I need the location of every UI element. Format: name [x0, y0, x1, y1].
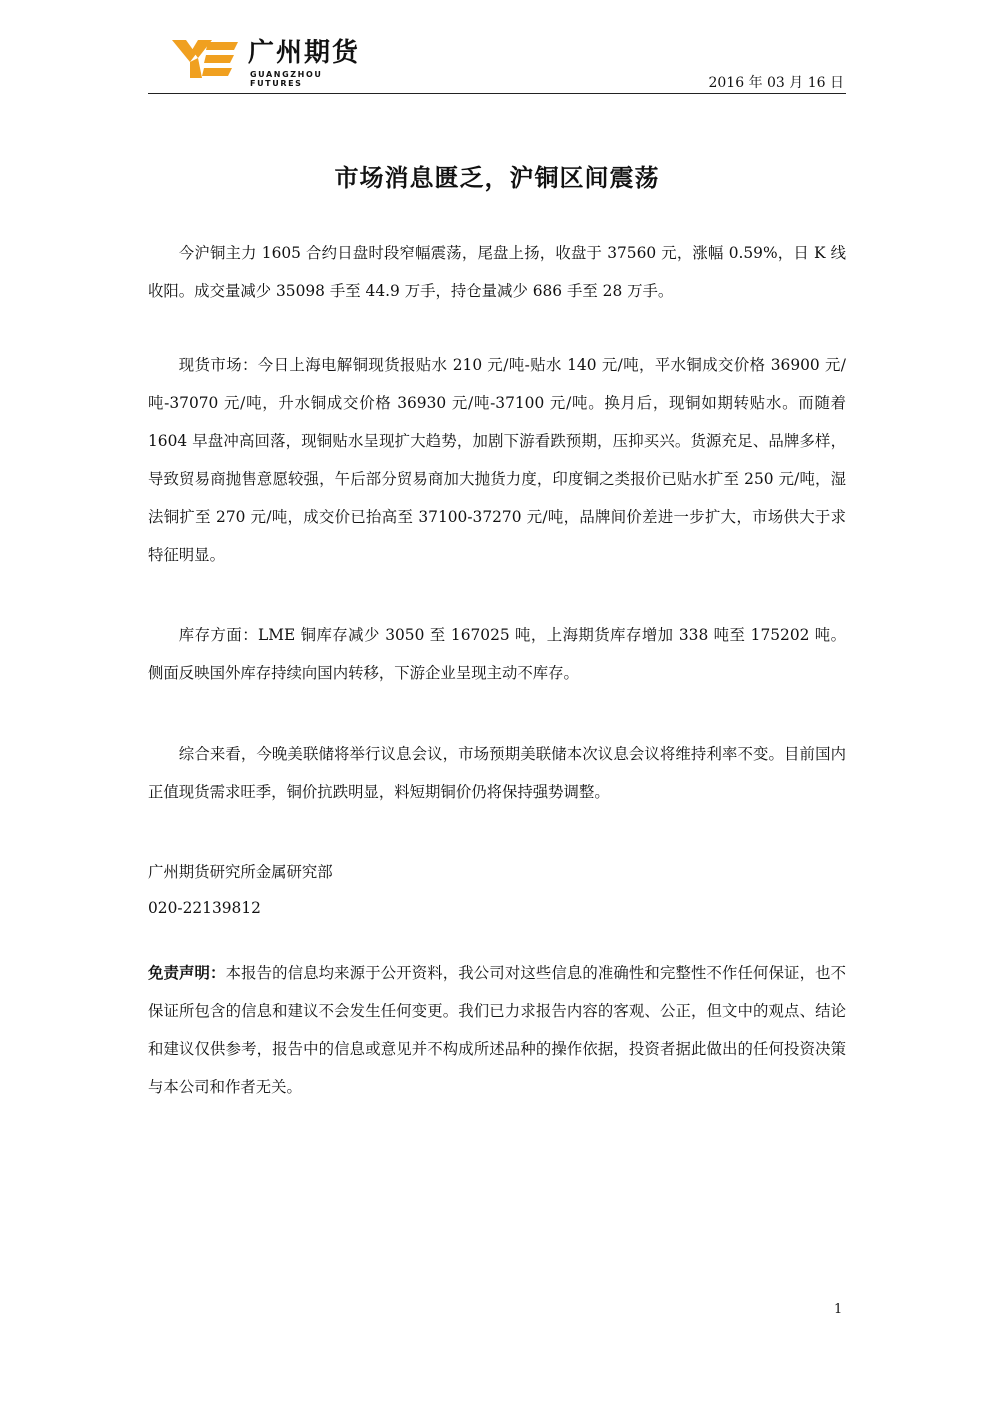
paragraph-inventory: 库存方面：LME 铜库存减少 3050 至 167025 吨，上海期货库存增加 338 吨至 175202 吨。侧面反映国外库存持续向国内转移，下游企业呈现主动不库存。 — [148, 626, 846, 682]
research-department: 广州期货研究所金属研究部 — [148, 863, 333, 881]
company-logo — [172, 36, 372, 86]
paragraph-spot-market: 现货市场：今日上海电解铜现货报贴水 210 元/吨-贴水 140 元/吨，平水铜成交价格 36900 元/吨-37070 元/吨，升水铜成交价格 36930 元/吨-37100 元/吨。换月后，现铜如期转贴水。而随着 1604 早盘冲高回落，现铜贴水呈现扩大趋势，加剧下游看跌预期，压抑买兴。货源充足、品牌多样，导致贸易商抛售意愿较强，午后部分贸易商加大抛货力度，印度铜之类报价已贴水扩至 250 元/吨，湿法铜扩至 270 元/吨，成交价已抬高至 37100-37270 元/吨，品牌间价差进一步扩大，市场供大于求特征明显。 — [148, 356, 846, 564]
disclaimer — [148, 954, 846, 1106]
disclaimer-label: 免责声明： — [148, 964, 226, 982]
disclaimer-text: 本报告的信息均来源于公开资料，我公司对这些信息的准确性和完整性不作任何保证，也不保证所包含的信息和建议不会发生任何变更。我们已力求报告内容的客观、公正，但文中的观点、结论和建议仅供参考，报告中的信息或意见并不构成所述品种的操作依据，投资者据此做出的任何投资决策与本公司和作者无关。 — [148, 964, 846, 1096]
logo-chinese-name: 广州期货 — [248, 38, 361, 68]
page-number: 1 — [834, 1302, 843, 1317]
report-title: 市场消息匮乏，沪铜区间震荡 — [334, 164, 660, 192]
paragraph-market-summary: 今沪铜主力 1605 合约日盘时段窄幅震荡，尾盘上扬，收盘于 37560 元，涨幅 0.59%，日 K 线收阳。成交量减少 35098 手至 44.9 万手，持仓量减少 686 手至 28 万手。 — [148, 244, 846, 300]
paragraph-outlook: 综合来看，今晚美联储将举行议息会议，市场预期美联储本次议息会议将维持利率不变。目前国内正值现货需求旺季，铜价抗跌明显，料短期铜价仍将保持强势调整。 — [148, 745, 846, 801]
contact-phone: 020-22139812 — [148, 899, 261, 917]
guangzhou-futures-logo-icon — [172, 38, 240, 80]
report-date: 2016 年 03 月 16 日 — [708, 75, 844, 91]
header-divider — [148, 93, 846, 94]
logo-english-name: GUANGZHOU FUTURES — [250, 70, 323, 88]
